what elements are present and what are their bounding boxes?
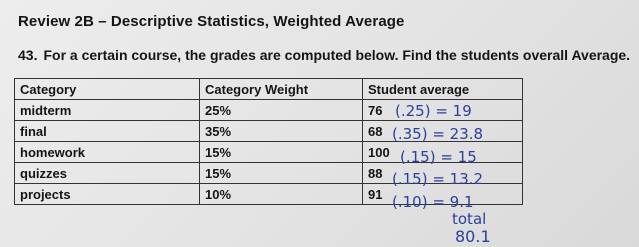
handwritten-calc-quizzes: (.15) = 13.2 [392,170,484,188]
handwritten-calc-homework: (.15) = 15 [400,148,477,166]
weight-cell: 25% [200,100,363,121]
average-cell: 88 [363,163,523,184]
category-cell: final [15,121,200,142]
average-cell: 68 [363,121,523,142]
average-cell: 100 [363,142,523,163]
page-title: Review 2B – Descriptive Statistics, Weighted Average [18,13,405,30]
category-cell: projects [15,184,200,205]
header-student-average: Student average [363,79,523,100]
category-cell: midterm [15,100,200,121]
handwritten-calc-midterm: (.25) = 19 [395,102,472,120]
handwritten-calc-final: (.35) = 23.8 [392,125,484,143]
average-cell: 76 [363,100,523,121]
header-category: Category [15,79,200,100]
weight-cell: 10% [200,184,363,205]
handwritten-total-label: total [452,210,487,228]
problem-text: For a certain course, the grades are computed below. Find the students overall Average. [43,47,631,63]
handwritten-total-value: 80.1 [455,227,491,246]
weight-cell: 35% [200,121,363,142]
category-cell: homework [15,142,200,163]
problem-number: 43. [18,47,38,63]
category-cell: quizzes [15,163,200,184]
weight-cell: 15% [200,163,363,184]
weight-cell: 15% [200,142,363,163]
handwritten-calc-projects: (.10) = 9.1 [392,193,474,211]
header-category-weight: Category Weight [200,79,363,100]
average-cell: 91 [363,184,523,205]
